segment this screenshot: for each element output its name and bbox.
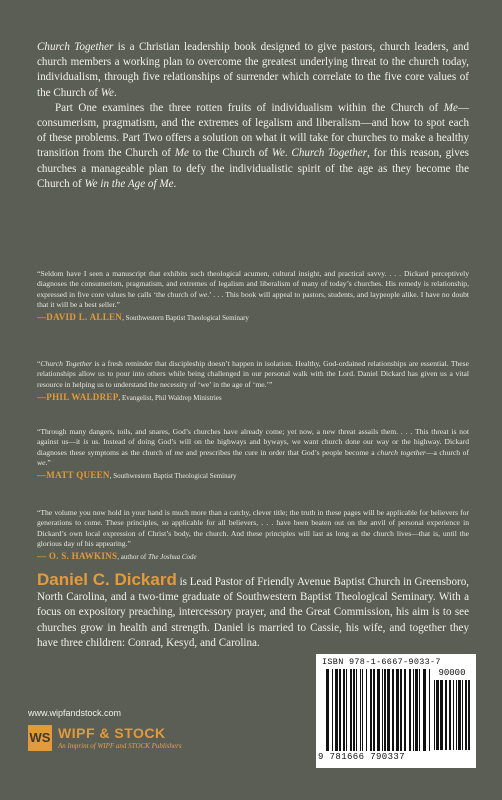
endorser-affiliation: , author of	[117, 553, 148, 562]
endorser-affiliation: , Southwestern Baptist Theological Seminary	[109, 472, 237, 481]
endorser-affiliation: , Southwestern Baptist Theological Seminary	[122, 314, 249, 323]
endorsement-attribution	[37, 469, 469, 482]
endorser-name: — O. S. HAWKINS	[37, 551, 118, 562]
endorser-name: —DAVID L. ALLEN	[37, 312, 123, 323]
endorsement-quote: “Seldom have I seen a manuscript that exhibits such theological acumen, cultural insight, and practical savvy. . . . Dickard perceptively diagnoses the consumerism, pragmatism, and extremes of legalism and liberalism of many of today’s churches. His remedy is relationship, expressed in five core values he calls ‘the church of we.’ . . . This book will appeal to pastors, students, and laypeople alike. I have no doubt that it will be a best seller.”	[37, 269, 469, 309]
author-bio	[37, 572, 469, 651]
endorsement-quote: “Through many dangers, toils, and snares, God’s churches have already come; yet now, a new threat assails them. . . . This threat is not against us—it is us. Instead of doing God’s will on the highways and byways, we want church done our way or the highway. Dickard diagnoses these symptoms as the church of me and prescribes the cure in order that God’s people become a church together—a church of we.”	[37, 427, 470, 467]
endorser-name: —PHIL WALDREP	[37, 391, 119, 402]
book-description	[37, 40, 469, 192]
price-code: 90000	[438, 668, 466, 678]
endorsement-2	[37, 359, 469, 404]
author-bio-text: is Lead Pastor of Friendly Avenue Baptist Church in Greensboro, North Carolina, and a two-time graduate of Southwestern Baptist Theological Seminary. With a focus on expository preaching, intercessory prayer, and the Great Commission, his aim is to see churches grow in health and strength. Daniel is married to Cassie, his wife, and together they have three children: Conrad, Kesyd, and Carolina.	[37, 576, 470, 649]
endorsement-attribution	[37, 391, 469, 404]
publisher-name: WIPF & STOCK	[58, 725, 166, 741]
isbn-barcode	[316, 654, 476, 768]
endorsement-quote: “The volume you now hold in your hand is much more than a catchy, clever title; the truth in these pages will be applicable for believers for generations to come. These principles, so applicable for all believers, . . . have been beaten out on the anvil of personal experience in Dickard’s own local expression of Christ’s body, the church. And these principles will last as long as the church lives—that is, until the glorious day of his appearing.”	[37, 508, 469, 548]
endorsement-quote: “Church Together is a fresh reminder that discipleship doesn’t happen in isolation. Healthy, God-ordained relationships are essential. These relationships allow us to pour into others while being challenged in our personal walk with the Lord. Daniel Dickard has given us a vital resource in helping us to understand the necessity of ‘we’ in the age of ‘me.’”	[37, 359, 470, 389]
ean-digits: 9 781666 790337	[318, 752, 406, 762]
endorsement-attribution	[37, 550, 469, 563]
publisher-block	[28, 725, 278, 753]
endorser-affiliation: , Evangelist, Phil Waldrep Ministries	[118, 393, 222, 402]
description-paragraph-1: Church Together is a Christian leadership book designed to give pastors, church leaders, and church members a working plan to overcome the greatest underlying threat to the church today, individualism, through five relationships of surrender which correlate to the five core values of the Church of We.	[37, 41, 469, 99]
barcode-bars-icon	[326, 669, 430, 751]
barcode-supplement-bars-icon	[434, 680, 470, 750]
endorsement-3	[37, 427, 469, 482]
endorser-name: —MATT QUEEN	[37, 470, 110, 481]
isbn-number: ISBN 978-1-6667-9033-7	[322, 657, 441, 667]
publisher-logo-icon: WS	[28, 725, 52, 751]
publisher-tagline: An Imprint of WIPF and STOCK Publishers	[58, 742, 182, 750]
endorsement-1	[37, 269, 469, 324]
author-name: Daniel C. Dickard	[37, 570, 177, 589]
endorsement-4	[37, 508, 469, 563]
description-paragraph-2: Part One examines the three rotten fruits of individualism within the Church of Me—consumerism, pragmatism, and the extremes of legalism and liberalism—and how to spot each of these problems. Part Two offers a solution on what it will take for churches to make a healthy transition from the Church of Me to the Church of We. Church Together, for this reason, gives churches a manageable plan to defy the individualistic spirit of the age as they become the Church of We in the Age of Me.	[37, 101, 469, 190]
endorsement-attribution	[37, 311, 469, 324]
endorser-book-title: The Joshua Code	[148, 553, 197, 562]
publisher-url[interactable]: www.wipfandstock.com	[28, 708, 122, 718]
